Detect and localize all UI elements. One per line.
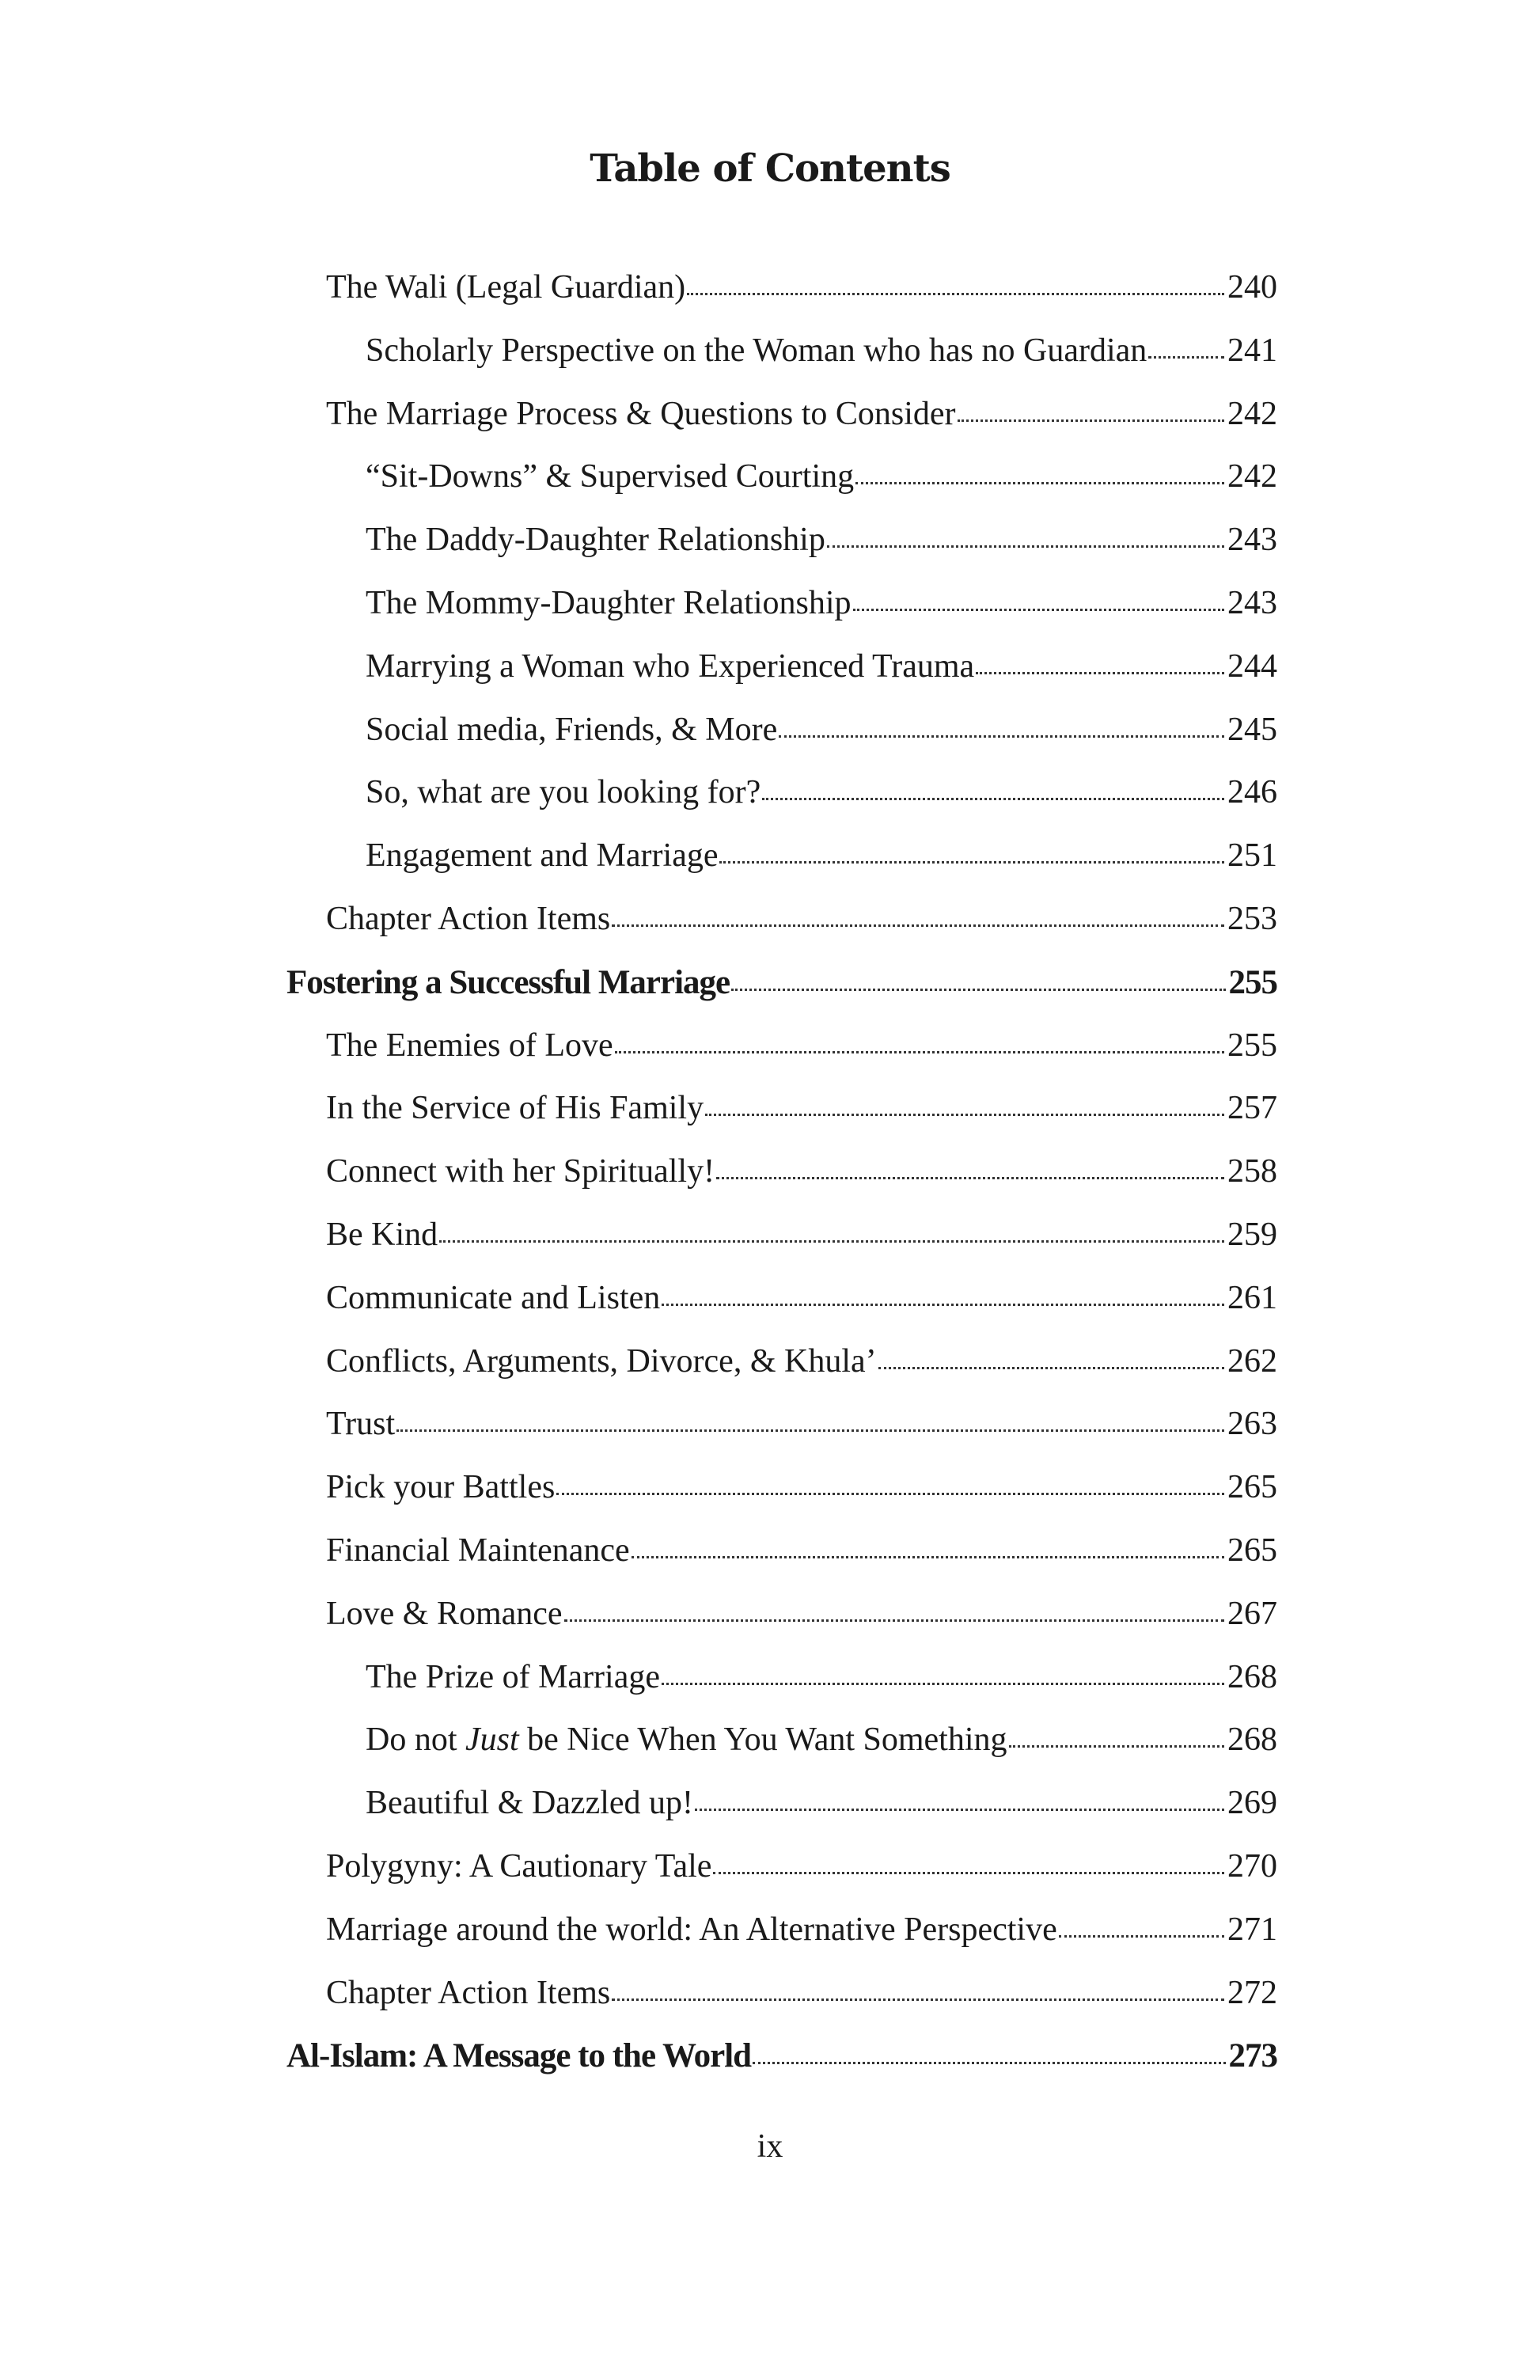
toc-entry-page: 258 [1227, 1153, 1277, 1190]
toc-entry-page: 241 [1227, 332, 1277, 369]
dot-leader [687, 293, 1224, 295]
toc-entry-title: Al-Islam: A Message to the World [286, 2037, 752, 2075]
toc-entry-page: 273 [1228, 2037, 1277, 2075]
page-title: Table of Contents [590, 146, 950, 191]
dot-leader [855, 482, 1224, 484]
toc-entry-page: 240 [1227, 269, 1277, 306]
toc-entry-title: Pick your Battles [326, 1469, 556, 1506]
toc-entry-title: Social media, Friends, & More [366, 711, 778, 748]
dot-leader [719, 861, 1224, 864]
toc-entry-page: 246 [1227, 774, 1277, 811]
toc-entry[interactable] [286, 837, 1277, 900]
toc-entry-title: In the Service of His Family [326, 1090, 704, 1127]
dot-leader [731, 989, 1225, 991]
toc-entry-title: Polygyny: A Cautionary Tale [326, 1847, 712, 1885]
toc-entry-title: Marrying a Woman who Experienced Trauma [366, 647, 975, 685]
dot-leader [1059, 1935, 1224, 1938]
toc-entry-page: 251 [1227, 837, 1277, 875]
toc-entry[interactable] [286, 773, 1277, 837]
toc-entry[interactable] [286, 1721, 1277, 1784]
toc-entry[interactable] [286, 1532, 1277, 1595]
dot-leader [632, 1556, 1224, 1558]
toc-entry[interactable] [286, 1405, 1277, 1468]
toc-entry-title: Scholarly Perspective on the Woman who has no Guardian [366, 332, 1147, 369]
toc-entry-page: 263 [1227, 1406, 1277, 1443]
toc-entry-page: 261 [1227, 1279, 1277, 1316]
toc-entry-page: 243 [1227, 584, 1277, 621]
toc-entry-title: So, what are you looking for? [366, 774, 761, 811]
toc-entry[interactable] [286, 1974, 1277, 2037]
toc-entry[interactable] [286, 521, 1277, 584]
toc-entry[interactable] [286, 1342, 1277, 1406]
toc-entry-page: 242 [1227, 395, 1277, 432]
toc-entry-title: Financial Maintenance [326, 1532, 630, 1569]
dot-leader [556, 1493, 1224, 1495]
toc-entry[interactable] [286, 1216, 1277, 1279]
toc-entry-page: 243 [1227, 522, 1277, 559]
toc-entry-page: 267 [1227, 1595, 1277, 1632]
toc-entry-page: 255 [1228, 963, 1277, 1001]
toc-entry-title: Beautiful & Dazzled up! [366, 1785, 694, 1822]
toc-entry-page: 270 [1227, 1847, 1277, 1885]
toc-entry-title: The Mommy-Daughter Relationship [366, 584, 852, 621]
toc-entry-title: The Daddy-Daughter Relationship [366, 522, 825, 559]
toc-entry[interactable] [286, 1784, 1277, 1847]
dot-leader [753, 2062, 1225, 2064]
toc-entry-page: 268 [1227, 1658, 1277, 1695]
toc-entry-page: 265 [1227, 1469, 1277, 1506]
toc-entry[interactable] [286, 1911, 1277, 1974]
toc-entry-title: “Sit-Downs” & Supervised Courting [366, 458, 855, 495]
dot-leader [612, 924, 1224, 927]
toc-entry[interactable] [286, 1027, 1277, 1090]
toc-entry-title: The Wali (Legal Guardian) [326, 269, 686, 306]
toc-entry-page: 242 [1227, 458, 1277, 495]
toc-entry-title: The Prize of Marriage [366, 1658, 660, 1695]
dot-leader [705, 1114, 1224, 1116]
toc-entry-page: 262 [1227, 1342, 1277, 1380]
toc-entry-page: 257 [1227, 1090, 1277, 1127]
dot-leader [396, 1429, 1224, 1432]
toc-entry-page: 265 [1227, 1532, 1277, 1569]
toc-entry-title: Communicate and Listen [326, 1279, 661, 1316]
toc-chapter-entry[interactable] [286, 2036, 1277, 2100]
dot-leader [612, 1999, 1224, 2001]
toc-entry-page: 253 [1227, 900, 1277, 937]
dot-leader [976, 672, 1224, 674]
toc-entry-page: 259 [1227, 1216, 1277, 1253]
dot-leader [1148, 356, 1224, 359]
dot-leader [779, 735, 1224, 738]
toc-chapter-entry[interactable] [286, 963, 1277, 1027]
toc-entry-title: Connect with her Spiritually! [326, 1153, 715, 1190]
toc-entry[interactable] [286, 1152, 1277, 1216]
dot-leader [713, 1872, 1224, 1874]
dot-leader [762, 798, 1224, 800]
dot-leader [439, 1240, 1224, 1243]
toc-entry[interactable] [286, 584, 1277, 647]
toc-entry-title: Fostering a Successful Marriage [286, 963, 730, 1001]
toc-entry[interactable] [286, 1089, 1277, 1152]
toc-entry-title: Trust [326, 1406, 396, 1443]
toc-entry[interactable] [286, 1468, 1277, 1532]
toc-entry-title: Be Kind [326, 1216, 438, 1253]
page-number: ix [757, 2128, 783, 2165]
toc-entry-page: 244 [1227, 647, 1277, 685]
dot-leader [662, 1304, 1224, 1306]
toc-entry-title: Chapter Action Items [326, 900, 611, 937]
toc-entry-title: Do not Just be Nice When You Want Something [366, 1721, 1007, 1759]
toc-entry[interactable] [286, 647, 1277, 711]
dot-leader [695, 1809, 1224, 1811]
dot-leader [716, 1177, 1224, 1179]
toc-entry-title: Engagement and Marriage [366, 837, 719, 875]
dot-leader [853, 609, 1224, 611]
toc-entry[interactable] [286, 1279, 1277, 1342]
dot-leader [615, 1051, 1224, 1053]
toc-entry-page: 255 [1227, 1027, 1277, 1064]
toc-entry[interactable] [286, 457, 1277, 521]
toc-entry-title: Marriage around the world: An Alternative Perspective [326, 1911, 1057, 1948]
toc-entry[interactable] [286, 268, 1277, 332]
toc-entry-page: 268 [1227, 1721, 1277, 1759]
toc-entry-title: The Marriage Process & Questions to Consider [326, 395, 956, 432]
toc-entry[interactable] [286, 1658, 1277, 1721]
toc-entry-title: The Enemies of Love [326, 1027, 613, 1064]
toc-entry[interactable] [286, 900, 1277, 963]
dot-leader [662, 1683, 1224, 1685]
toc-entry-page: 245 [1227, 711, 1277, 748]
toc-entry-page: 272 [1227, 1974, 1277, 2011]
toc-entry[interactable] [286, 395, 1277, 458]
toc-entry-page: 269 [1227, 1785, 1277, 1822]
dot-leader [878, 1367, 1224, 1369]
toc-entry[interactable] [286, 1847, 1277, 1911]
table-of-contents [286, 268, 1277, 2100]
toc-entry[interactable] [286, 332, 1277, 395]
dot-leader [958, 419, 1224, 422]
dot-leader [1009, 1745, 1224, 1748]
toc-entry[interactable] [286, 711, 1277, 774]
toc-entry-title: Chapter Action Items [326, 1974, 611, 2011]
toc-entry-page: 271 [1227, 1911, 1277, 1948]
toc-entry-title: Conflicts, Arguments, Divorce, & Khula’ [326, 1342, 877, 1380]
dot-leader [564, 1619, 1224, 1622]
dot-leader [827, 545, 1224, 548]
toc-entry[interactable] [286, 1595, 1277, 1658]
toc-entry-title: Love & Romance [326, 1595, 563, 1632]
